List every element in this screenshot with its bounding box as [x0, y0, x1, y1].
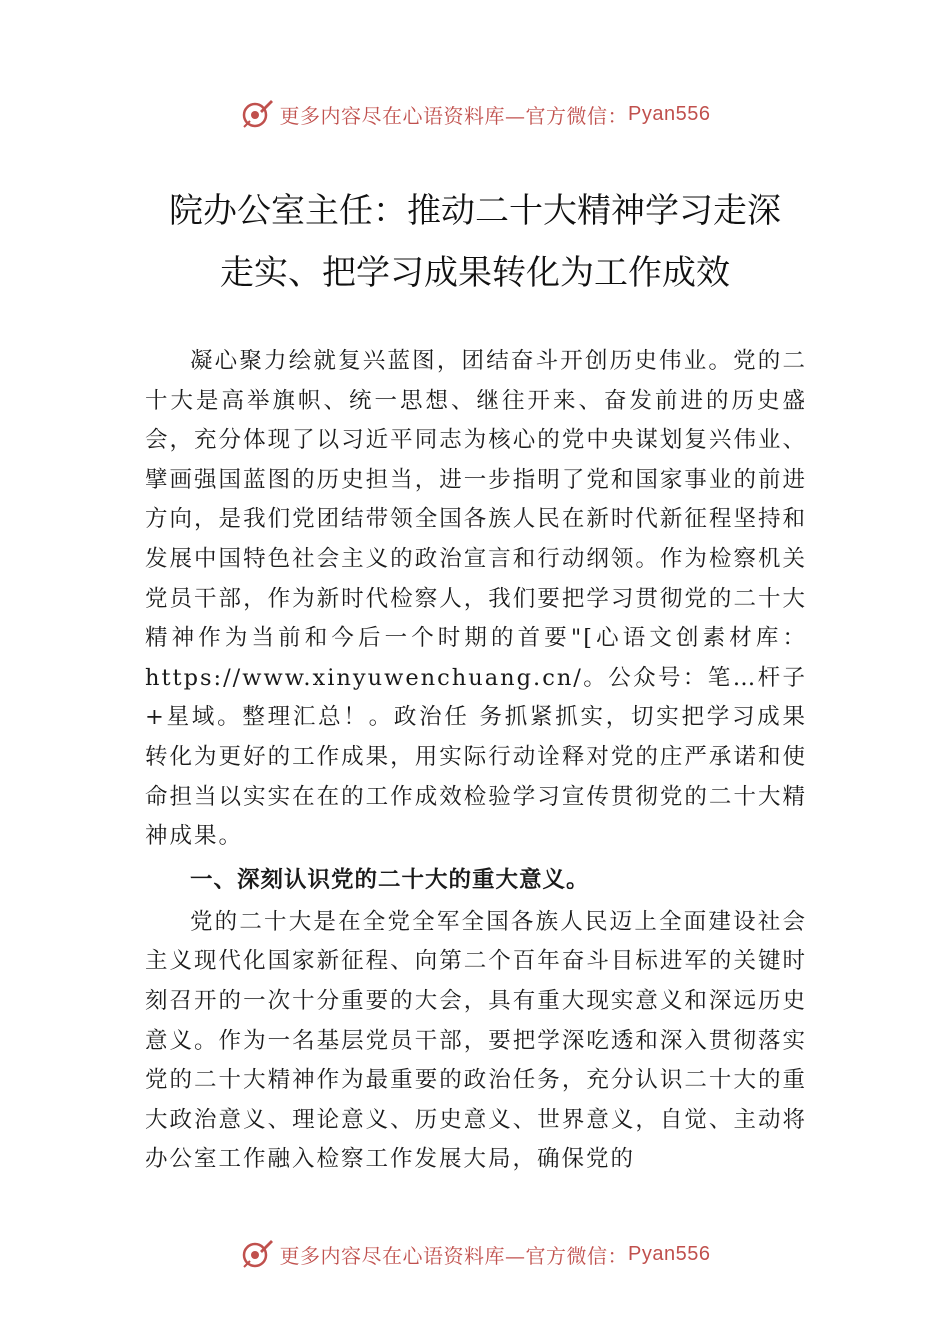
document-title — [100, 180, 850, 304]
watermark-text: 更多内容尽在心语资料库—官方微信： — [279, 1243, 629, 1268]
pen-logo-icon — [240, 1237, 274, 1271]
paragraph-intro: 凝心聚力绘就复兴蓝图，团结奋斗开创历史伟业。党的二十大是高举旗帜、统一思想、继往开来、奋发前进的历史盛会，充分体现了以习近平同志为核心的党中央谋划复兴伟业、擘画强国蓝图的历史担当，进一步指明了党和国家事业的前进方向，是我们党团结带领全国各族人民在新时代新征程坚持和发展中国特色社会主义的政治宣言和行动纲领。作为检察机关党员干部，作为新时代检察人，我们要把学习贯彻党的二十大精神作为当前和今后一个时期的首要"[心语文创素材库：https://www.xinyuwenchuang.cn/。公众号：笔…杆子+星域。整理汇总！。政治任 务抓紧抓实，切实把学习成果转化为更好的工作成果，用实际行动诠释对党的庄严承诺和使命担当以实实在在的工作成效检验学习宣传贯彻党的二十大精神成果。 — [145, 348, 807, 850]
paragraph-section-1: 党的二十大是在全党全军全国各族人民迈上全面建设社会主义现代化国家新征程、向第二个百年奋斗目标进军的关键时刻召开的一次十分重要的大会，具有重大现实意义和深远历史意义。作为一名基层党员干部，要把学深吃透和深入贯彻落实党的二十大精神作为最重要的政治任务，充分认识二十大的重大政治意义、理论意义、历史意义、世界意义，自觉、主动将办公室工作融入检察工作发展大局，确保党的 — [145, 908, 807, 1173]
wechat-id: Pyan556 — [628, 102, 711, 125]
document-body — [145, 342, 807, 1180]
header-watermark — [0, 94, 950, 134]
title-line-1: 院办公室主任：推动二十大精神学习走深 — [169, 191, 781, 231]
watermark-text: 更多内容尽在心语资料库—官方微信： — [279, 103, 629, 128]
footer-watermark — [0, 1234, 950, 1274]
wechat-id: Pyan556 — [628, 1242, 711, 1265]
title-line-2: 走实、把学习成果转化为工作成效 — [220, 253, 730, 293]
pen-logo-icon — [240, 97, 274, 131]
section-heading-1: 一、深刻认识党的二十大的重大意义。 — [190, 866, 590, 893]
